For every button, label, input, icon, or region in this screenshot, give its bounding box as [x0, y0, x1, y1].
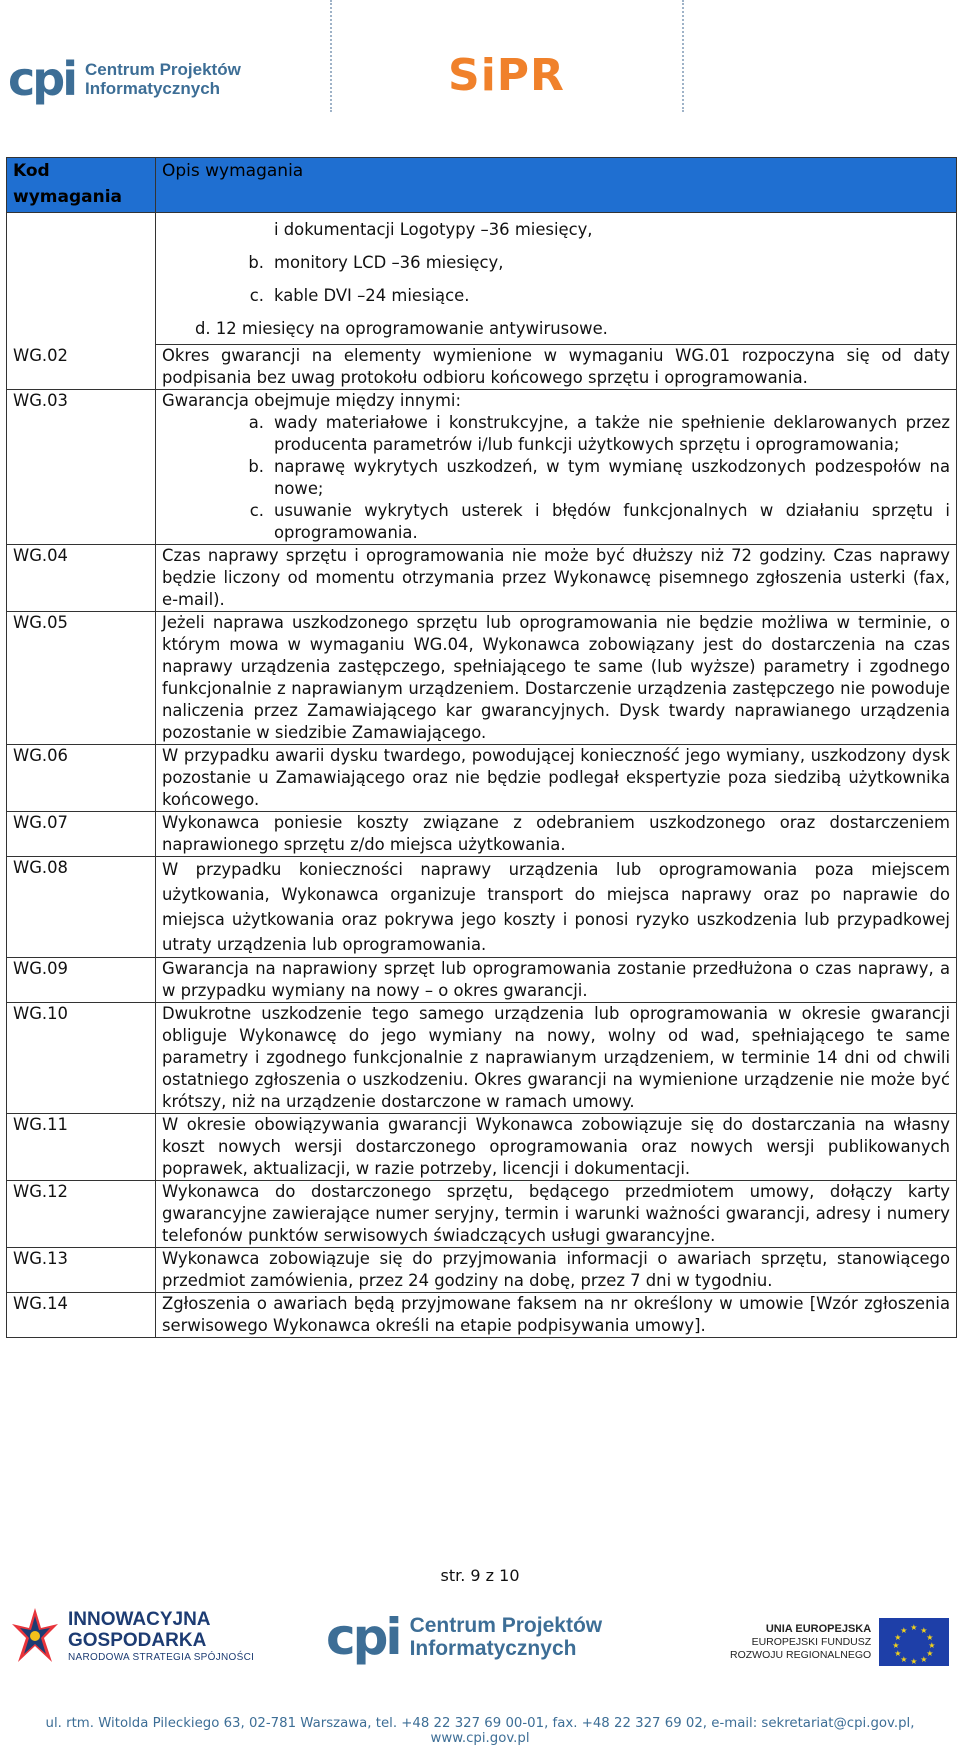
cpi-logo-line2: Informatycznych — [84, 79, 221, 98]
table-row — [7, 213, 957, 345]
row-description — [156, 213, 957, 345]
row-description: Okres gwarancji na elementy wymienione w wymaganiu WG.01 rozpoczyna się od daty podpisania bez uwag protokołu odbioru końcowego sprzętu i oprogramowania. — [156, 345, 957, 390]
row-code: WG.10 — [7, 1003, 156, 1114]
row-code: WG.14 — [7, 1293, 156, 1338]
eu-logo-line3: ROZWOJU REGIONALNEGO — [730, 1648, 872, 1661]
innowacyjna-gospodarka-logo — [10, 1606, 254, 1666]
eu-logo-line1: UNIA EUROPEJSKA — [765, 1622, 872, 1635]
row-description — [156, 390, 957, 545]
cpi-footer-logo-mark: cpi — [326, 1608, 400, 1666]
header-divider-right — [682, 0, 684, 112]
list-item: b. monitory LCD –36 miesięcy, — [248, 253, 504, 272]
row-code: WG.03 — [7, 390, 156, 545]
table-header-row — [7, 158, 957, 213]
row-code: WG.05 — [7, 612, 156, 745]
row-description: Wykonawca do dostarczonego sprzętu, będącego przedmiotem umowy, dołączy karty gwarancyjne zawierające numer seryjny, termin i warunki ważności gwarancji, adresy i numery telefonów punktów serwisowych świadczących usługi gwarancyjne. — [156, 1181, 957, 1248]
row-description: Jeżeli naprawa uszkodzonego sprzętu lub oprogramowania nie będzie możliwa w terminie, o którym mowa w wymaganiu WG.04, Wykonawca zobowiązany jest do dostarczenia na czas naprawy urządzenia zastępczego, spełniającego te same (lub wyższe) parametry i zgodnego funkcjonalnie z naprawianym urządzeniem. Dostarczenie urządzenia zastępczego nie powoduje naliczenia przez Zamawiającego kar gwarancyjnych. Dysk twardy naprawianego urządzenia pozostanie w siedzibie Zamawiającego. — [156, 612, 957, 745]
row-description: Wykonawca poniesie koszty związane z odebraniem uszkodzonego oraz dostarczeniem naprawionego sprzętu z/do miejsca użytkowania. — [156, 812, 957, 857]
column-header-description: Opis wymagania — [156, 158, 957, 213]
page-number: str. 9 z 10 — [440, 1566, 520, 1585]
ig-logo-line3: NARODOWA STRATEGIA SPÓJNOŚCI — [68, 1651, 255, 1663]
cpi-logo-line1: Centrum Projektów — [84, 60, 241, 79]
row-description: Dwukrotne uszkodzenie tego samego urządzenia lub oprogramowania w okresie gwarancji obliguje Wykonawcę do jego wymiany na nowy, wolny od wad, spełniającego te same parametry i zgodnego funkcjonalnie z naprawianym urządzeniem, w terminie 14 dni od chwili ostatniego zgłoszenia o uszkodzeniu. Okres gwarancji na wymienione urządzenie nie może być krótszy, niż na urządzenie dostarczone w ramach umowy. — [156, 1003, 957, 1114]
footer-logos — [0, 1590, 960, 1700]
table-row — [7, 1248, 957, 1293]
sipr-logo: SiPR — [448, 50, 565, 101]
column-header-code: Kod wymagania — [7, 158, 156, 213]
row-code: WG.11 — [7, 1114, 156, 1181]
eu-logo-line2: EUROPEJSKI FUNDUSZ — [751, 1635, 872, 1648]
continuation-lead: i dokumentacji Logotypy –36 miesięcy, — [274, 220, 593, 239]
list-item: b. naprawę wykrytych uszkodzeń, w tym wymianę uszkodzonych podzespołów na nowe; — [248, 457, 950, 498]
row-description: W przypadku awarii dysku twardego, powodującej konieczność jego wymiany, uszkodzony dysk pozostanie u Zamawiającego oraz nie będzie podlegał ekspertyzie poza siedzibą użytkownika końcowego. — [156, 745, 957, 812]
row-code: WG.06 — [7, 745, 156, 812]
table-row — [7, 1293, 957, 1338]
footer-address: ul. rtm. Witolda Pileckiego 63, 02-781 Warszawa, tel. +48 22 327 69 00-01, fax. +48 22 327 69 02, e-mail: sekretariat@cpi.gov.pl, www.cpi.gov.pl — [45, 1716, 915, 1746]
row-code: WG.08 — [7, 857, 156, 958]
row-description: Gwarancja na naprawiony sprzęt lub oprogramowania zostanie przedłużona o czas naprawy, a w przypadku wymiany na nowy – o okres gwarancji. — [156, 958, 957, 1003]
table-row — [7, 345, 957, 390]
row-description: Wykonawca zobowiązuje się do przyjmowania informacji o awariach sprzętu, stanowiącego przedmiot zamówienia, przez 24 godziny na dobę, przez 7 dni w tygodniu. — [156, 1248, 957, 1293]
cpi-logo — [8, 52, 241, 106]
row-code: WG.02 — [7, 345, 156, 390]
cpi-footer-logo — [326, 1608, 603, 1666]
page-header — [0, 0, 960, 120]
table-row — [7, 857, 957, 958]
row-code: WG.13 — [7, 1248, 156, 1293]
table-row — [7, 612, 957, 745]
row-description: Zgłoszenia o awariach będą przyjmowane faksem na nr określony w umowie [Wzór zgłoszenia serwisowego Wykonawca określi na etapie podpisywania umowy]. — [156, 1293, 957, 1338]
eu-logo — [730, 1618, 949, 1666]
row-code — [7, 213, 156, 345]
table-row — [7, 545, 957, 612]
row-description: Czas naprawy sprzętu i oprogramowania nie może być dłuższy niż 72 godziny. Czas naprawy będzie liczony od momentu otrzymania przez Wykonawcę pisemnego zgłoszenia usterki (fax, e-mail). — [156, 545, 957, 612]
table-row — [7, 1114, 957, 1181]
cpi-logo-mark: cpi — [8, 52, 75, 106]
list-item: a. wady materiałowe i konstrukcyjne, a także nie spełnienie deklarowanych przez producenta parametrów i/lub funkcji użytkowych sprzętu i oprogramowania; — [248, 413, 950, 454]
row-code: WG.12 — [7, 1181, 156, 1248]
list-item: c. kable DVI –24 miesiące. — [249, 286, 470, 305]
table-row — [7, 390, 957, 545]
header-divider-left — [330, 0, 332, 112]
table-row — [7, 812, 957, 857]
ig-logo-line1: INNOWACYJNA — [68, 1608, 211, 1630]
list-item: c. usuwanie wykrytych usterek i błędów funkcjonalnych w działaniu sprzętu i oprogramowania. — [249, 501, 950, 542]
row-description: W przypadku konieczności naprawy urządzenia lub oprogramowania poza miejscem użytkowania, Wykonawca organizuje transport do miejsca naprawy oraz po naprawie do miejsca użytkowania oraz pokrywa jego koszty i ponosi ryzyko uszkodzenia lub przypadkowej utraty urządzenia lub oprogramowania. — [156, 857, 957, 958]
table-row — [7, 745, 957, 812]
eu-flag-icon: ★ ★ ★ ★ ★ ★ ★ ★ ★ ★ ★ ★ — [879, 1618, 949, 1666]
list-item: d. 12 miesięcy na oprogramowanie antywirusowe. — [195, 319, 608, 338]
table-row — [7, 1003, 957, 1114]
ig-star-icon — [10, 1606, 60, 1666]
row-description: W okresie obowiązywania gwarancji Wykonawca zobowiązuje się do dostarczania na własny koszt nowych wersji dostarczonego oprogramowania oraz nowych wersji publikowanych poprawek, aktualizacji, w razie potrzeby, licencji i dokumentacji. — [156, 1114, 957, 1181]
table-row — [7, 958, 957, 1003]
row-code: WG.09 — [7, 958, 156, 1003]
requirements-table — [6, 157, 957, 1338]
ig-logo-line2: GOSPODARKA — [68, 1629, 207, 1651]
cpi-footer-logo-line2: Informatycznych — [409, 1637, 577, 1660]
row-code: WG.07 — [7, 812, 156, 857]
table-row — [7, 1181, 957, 1248]
cpi-footer-logo-line1: Centrum Projektów — [409, 1614, 603, 1637]
row-lead: Gwarancja obejmuje między innymi: — [162, 391, 462, 410]
row-code: WG.04 — [7, 545, 156, 612]
